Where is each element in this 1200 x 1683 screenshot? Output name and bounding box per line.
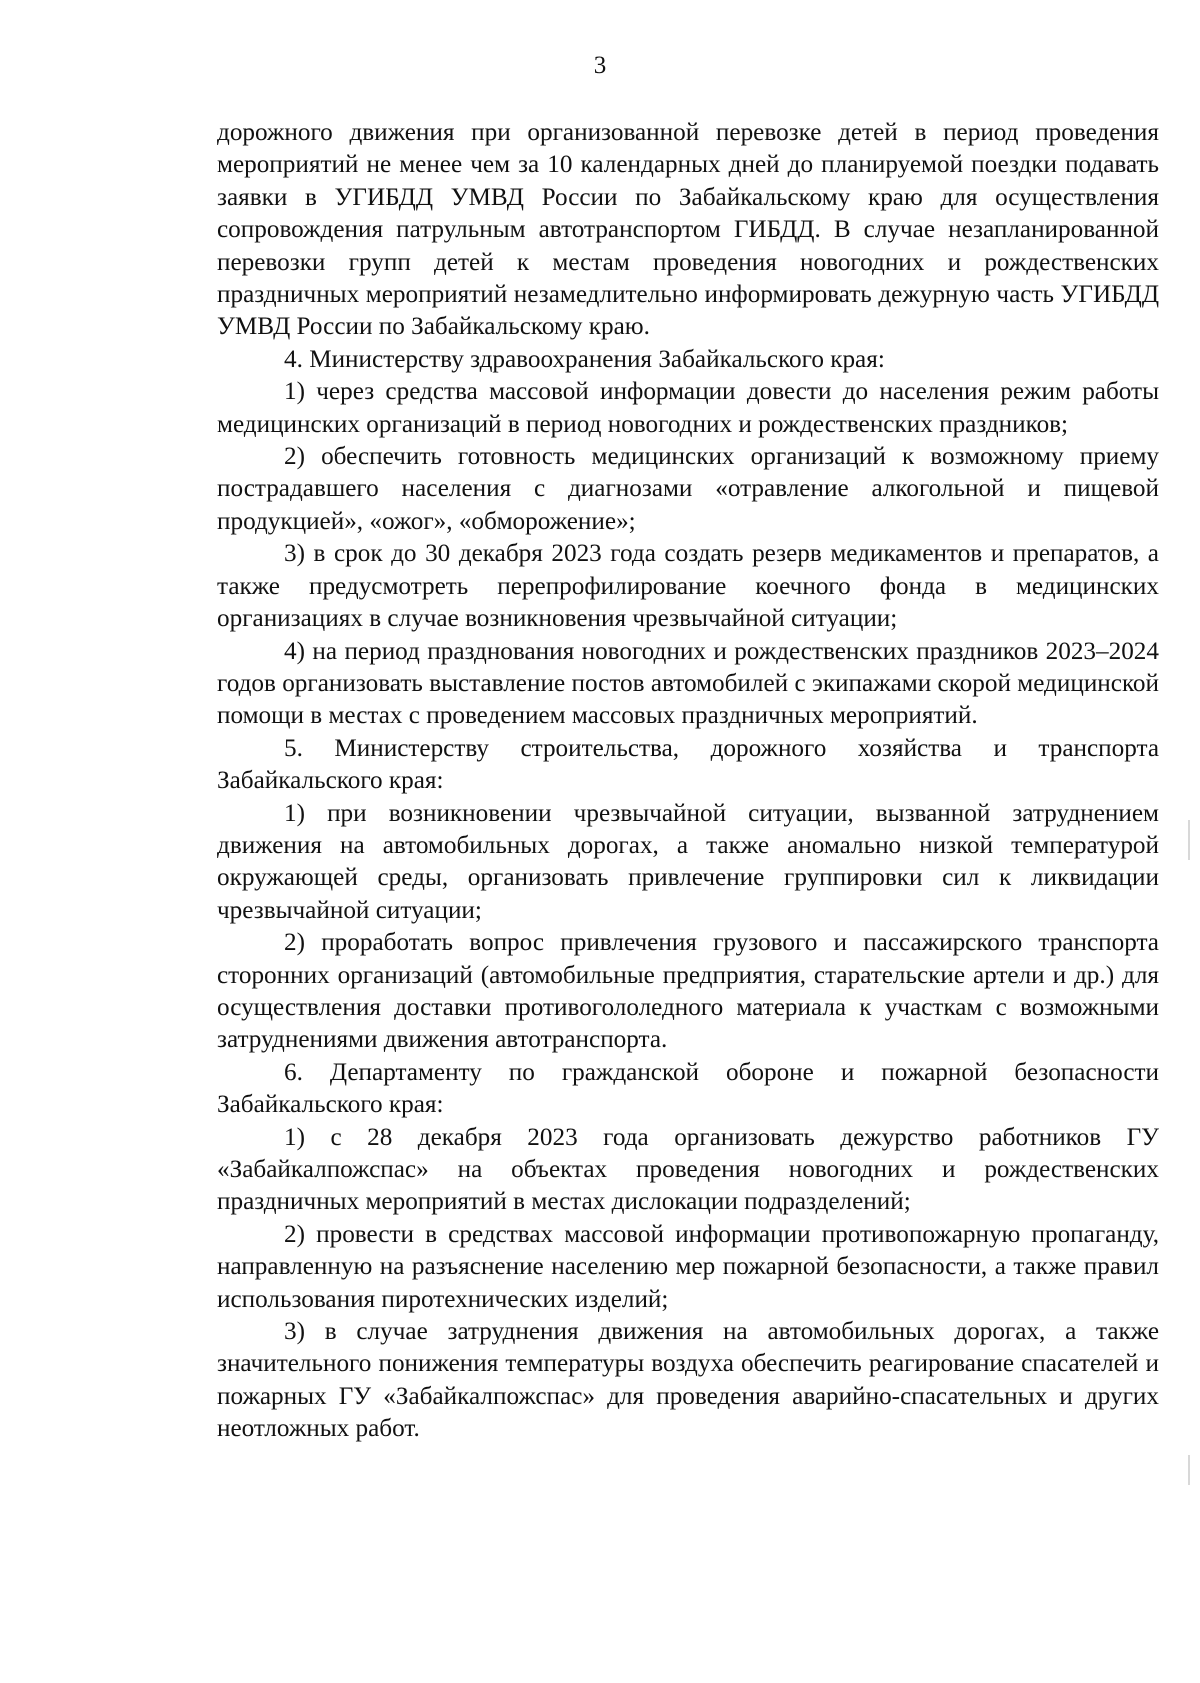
paragraph-item-4-2: 2) обеспечить готовность медицинских организаций к возможному приему пострадавшего населения с диагнозами «отравление алкогольной и пищевой продукцией», «ожог», «обморожение»; bbox=[217, 443, 1159, 535]
paragraph-item-5-heading: 5. Министерству строительства, дорожного хозяйства и транспорта Забайкальского края: bbox=[217, 734, 1159, 795]
paragraph-item-6-3: 3) в случае затруднения движения на автомобильных дорогах, а также значительного понижения температуры воздуха обеспечить реагирование спасателей и пожарных ГУ «Забайкалпожспас» для проведения аварийно-спасательных и других неотложных работ. bbox=[217, 1318, 1159, 1443]
paragraph-item-6-heading: 6. Департаменту по гражданской обороне и пожарной безопасности Забайкальского края: bbox=[217, 1058, 1159, 1119]
paragraph-item-5-2: 2) проработать вопрос привлечения грузового и пассажирского транспорта сторонних организаций (автомобильные предприятия, старательские артели и др.) для осуществления доставки противогололедного материала к участкам с возможными затруднениями движения автотранспорта. bbox=[217, 929, 1159, 1054]
paragraph-item-4-heading: 4. Министерству здравоохранения Забайкальского края: bbox=[284, 345, 885, 373]
page-number: 3 bbox=[593, 52, 607, 79]
document-body bbox=[217, 117, 1159, 1446]
paragraph-item-4-3: 3) в срок до 30 декабря 2023 года создать резерв медикаментов и препаратов, а также предусмотреть перепрофилирование коечного фонда в медицинских организациях в случае возникновения чрезвычайной ситуации; bbox=[217, 540, 1159, 633]
paragraph-item-4-1: 1) через средства массовой информации довести до населения режим работы медицинских организаций в период новогодних и рождественских праздников; bbox=[217, 378, 1159, 438]
paragraph-item-6-1: 1) с 28 декабря 2023 года организовать дежурство работников ГУ «Забайкалпожспас» на объектах проведения новогодних и рождественских праздничных мероприятий в местах дислокации подразделений; bbox=[217, 1123, 1159, 1216]
paragraph-continuation: дорожного движения при организованной перевозке детей в период проведения мероприятий не менее чем за 10 календарных дней до планируемой поездки подавать заявки в УГИБДД УМВД России по Забайкальскому краю для осуществления сопровождения патрульным автотранспортом ГИБДД. В случае незапланированной перевозки групп детей к местам проведения новогодних и рождественских праздничных мероприятий незамедлительно информировать дежурную часть УГИБДД УМВД России по Забайкальскому краю. bbox=[217, 119, 1159, 341]
paragraph-item-4-4: 4) на период празднования новогодних и рождественских праздников 2023–2024 годов организовать выставление постов автомобилей с экипажами скорой медицинской помощи в местах с проведением массовых праздничных мероприятий. bbox=[217, 637, 1159, 730]
paragraph-item-6-2: 2) провести в средствах массовой информации противопожарную пропаганду, направленную на разъяснение населению мер пожарной безопасности, а также правил использования пиротехнических изделий; bbox=[217, 1220, 1159, 1313]
scan-edge-mark bbox=[1188, 820, 1190, 860]
scan-edge-mark bbox=[1188, 1455, 1190, 1485]
paragraph-item-5-1: 1) при возникновении чрезвычайной ситуации, вызванной затруднением движения на автомобильных дорогах, а также аномально низкой температурой окружающей среды, организовать привлечение группировки сил к ликвидации чрезвычайной ситуации; bbox=[217, 799, 1159, 924]
